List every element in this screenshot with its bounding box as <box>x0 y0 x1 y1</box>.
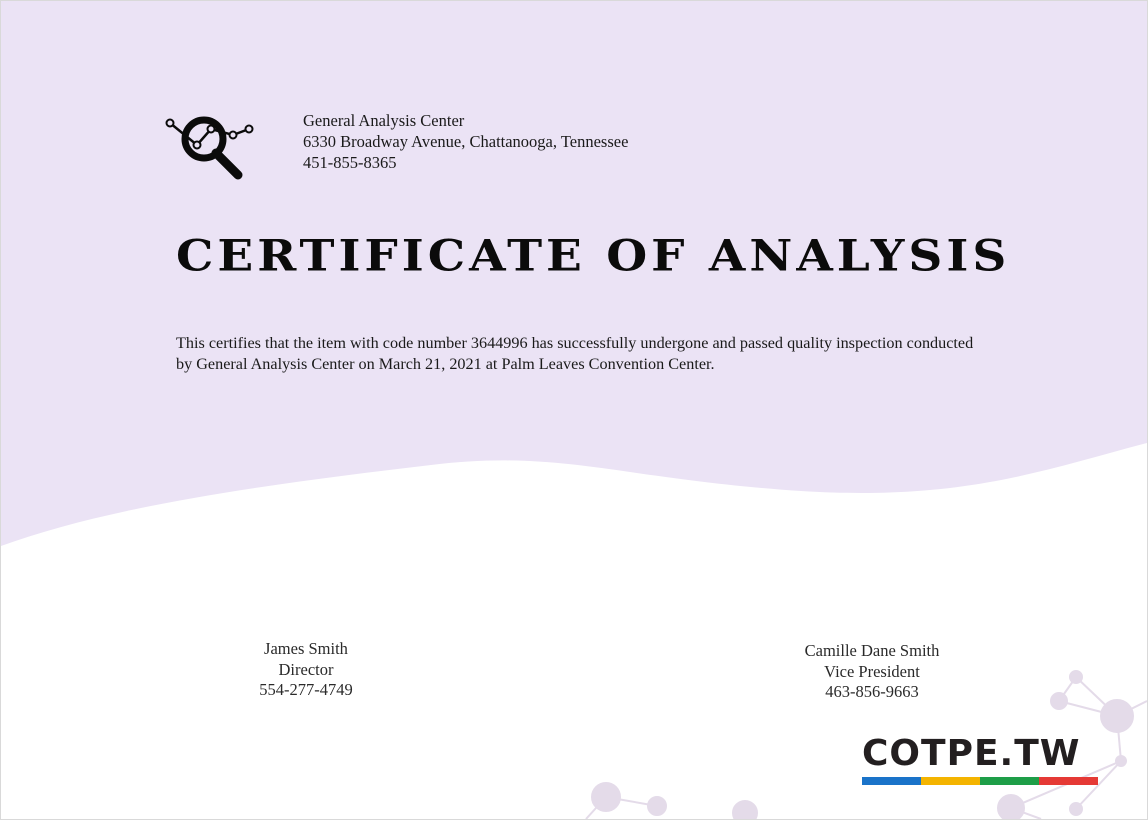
watermark-text: COTPE.TW <box>862 733 1081 774</box>
watermark-bar-red <box>1039 777 1098 785</box>
watermark-logo <box>862 735 1098 787</box>
watermark-bar-yellow <box>921 777 980 785</box>
signatory-phone: 554-277-4749 <box>259 680 353 699</box>
signatory-role: Director <box>278 659 334 679</box>
signatory-role: Vice President <box>824 661 920 681</box>
organization-address: 6330 Broadway Avenue, Chattanooga, Tennessee <box>303 132 629 151</box>
signatory-name: James Smith <box>264 639 348 658</box>
certificate-statement: This certifies that the item with code number 3644996 has successfully undergone and passed quality inspection conducted by General Analysis Center on March 21, 2021 at Palm Leaves Convention Center. <box>176 334 974 373</box>
signatory-phone: 463-856-9663 <box>825 682 919 701</box>
signatory-director <box>206 639 406 701</box>
organization-info <box>303 110 628 173</box>
certificate-title: CERTIFICATE OF ANALYSIS <box>176 230 1011 282</box>
signatory-vice-president <box>772 641 972 703</box>
magnifier-analytics-icon <box>165 111 255 183</box>
watermark-color-bar <box>862 777 1098 785</box>
watermark-bar-blue <box>862 777 921 785</box>
organization-name: General Analysis Center <box>303 111 465 130</box>
signatory-name: Camille Dane Smith <box>804 641 940 660</box>
organization-phone: 451-855-8365 <box>303 153 397 172</box>
watermark-bar-green <box>980 777 1039 785</box>
